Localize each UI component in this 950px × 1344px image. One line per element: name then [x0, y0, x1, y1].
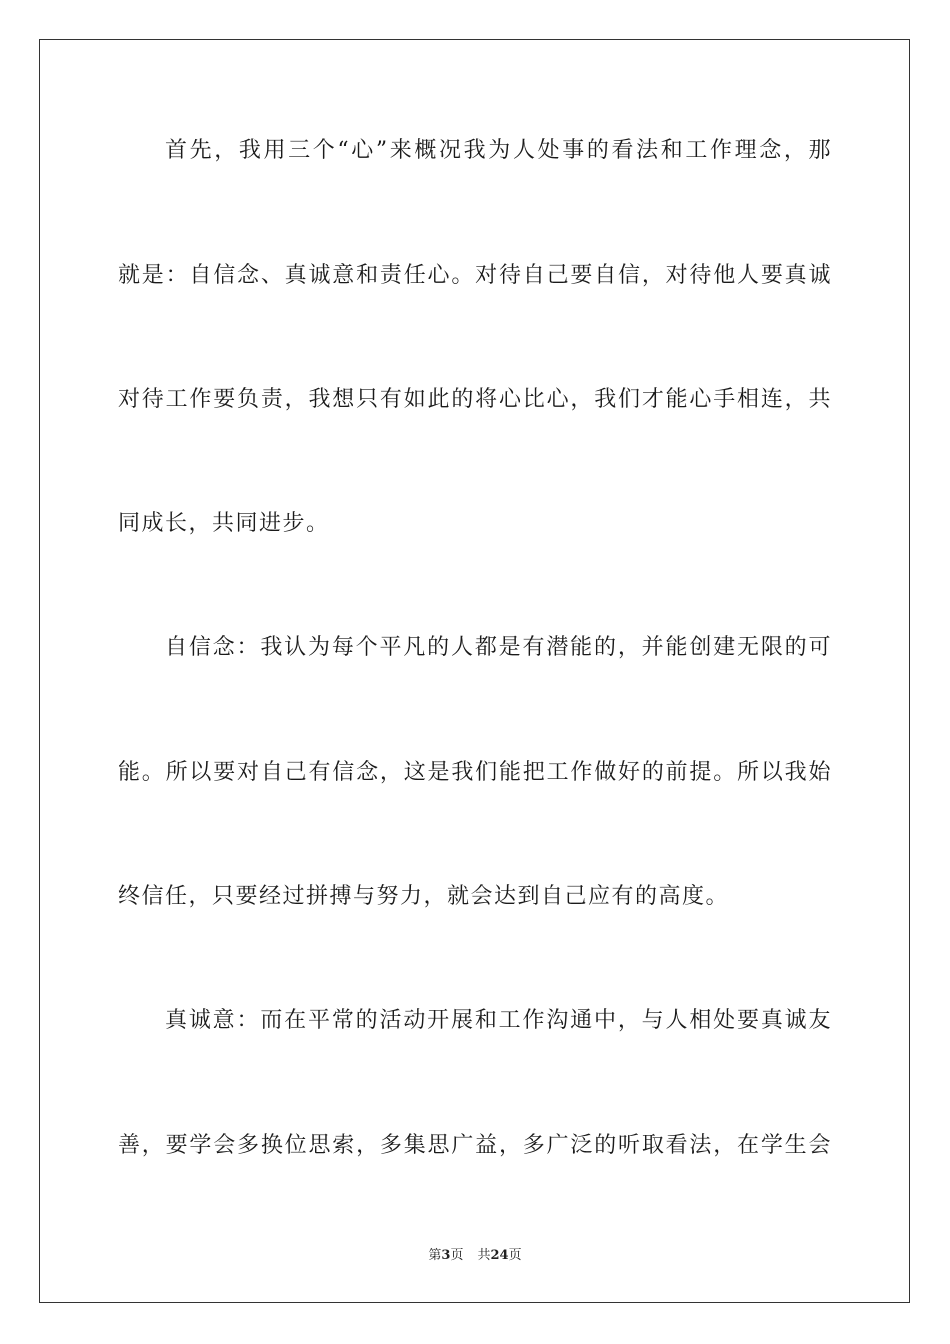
footer-page-suffix: 页: [450, 1248, 464, 1263]
paragraph-2-line-3: 终信任，只要经过拼搏与努力，就会达到自己应有的高度。: [118, 884, 730, 909]
paragraph-1-line-3: 对待工作要负责，我想只有如此的将心比心，我们才能心手相连，共: [118, 387, 832, 412]
paragraph-2-line-1: 自信念：我认为每个平凡的人都是有潜能的，并能创建无限的可: [165, 635, 832, 660]
paragraph-1-line-4: 同成长，共同进步。: [118, 511, 330, 536]
paragraph-3-line-2: 善，要学会多换位思索，多集思广益，多广泛的听取看法，在学生会: [118, 1133, 832, 1158]
paragraph-1-line-2: 就是：自信念、真诚意和责任心。对待自己要自信，对待他人要真诚: [118, 263, 832, 288]
footer-page-prefix: 第: [428, 1248, 442, 1263]
footer-total-prefix: 共: [477, 1248, 491, 1263]
paragraph-1-line-1: 首先，我用三个“心”来概况我为人处事的看法和工作理念，那: [165, 138, 832, 163]
paragraph-3-line-1: 真诚意：而在平常的活动开展和工作沟通中，与人相处要真诚友: [165, 1008, 832, 1033]
footer-total-suffix: 页: [508, 1248, 522, 1263]
page-border: [39, 39, 910, 1303]
footer-page-number: 3: [441, 1248, 451, 1263]
footer-total-number: 24: [490, 1248, 509, 1263]
page-footer: [0, 1247, 950, 1265]
paragraph-2-line-2: 能。所以要对自己有信念，这是我们能把工作做好的前提。所以我始: [118, 760, 832, 785]
